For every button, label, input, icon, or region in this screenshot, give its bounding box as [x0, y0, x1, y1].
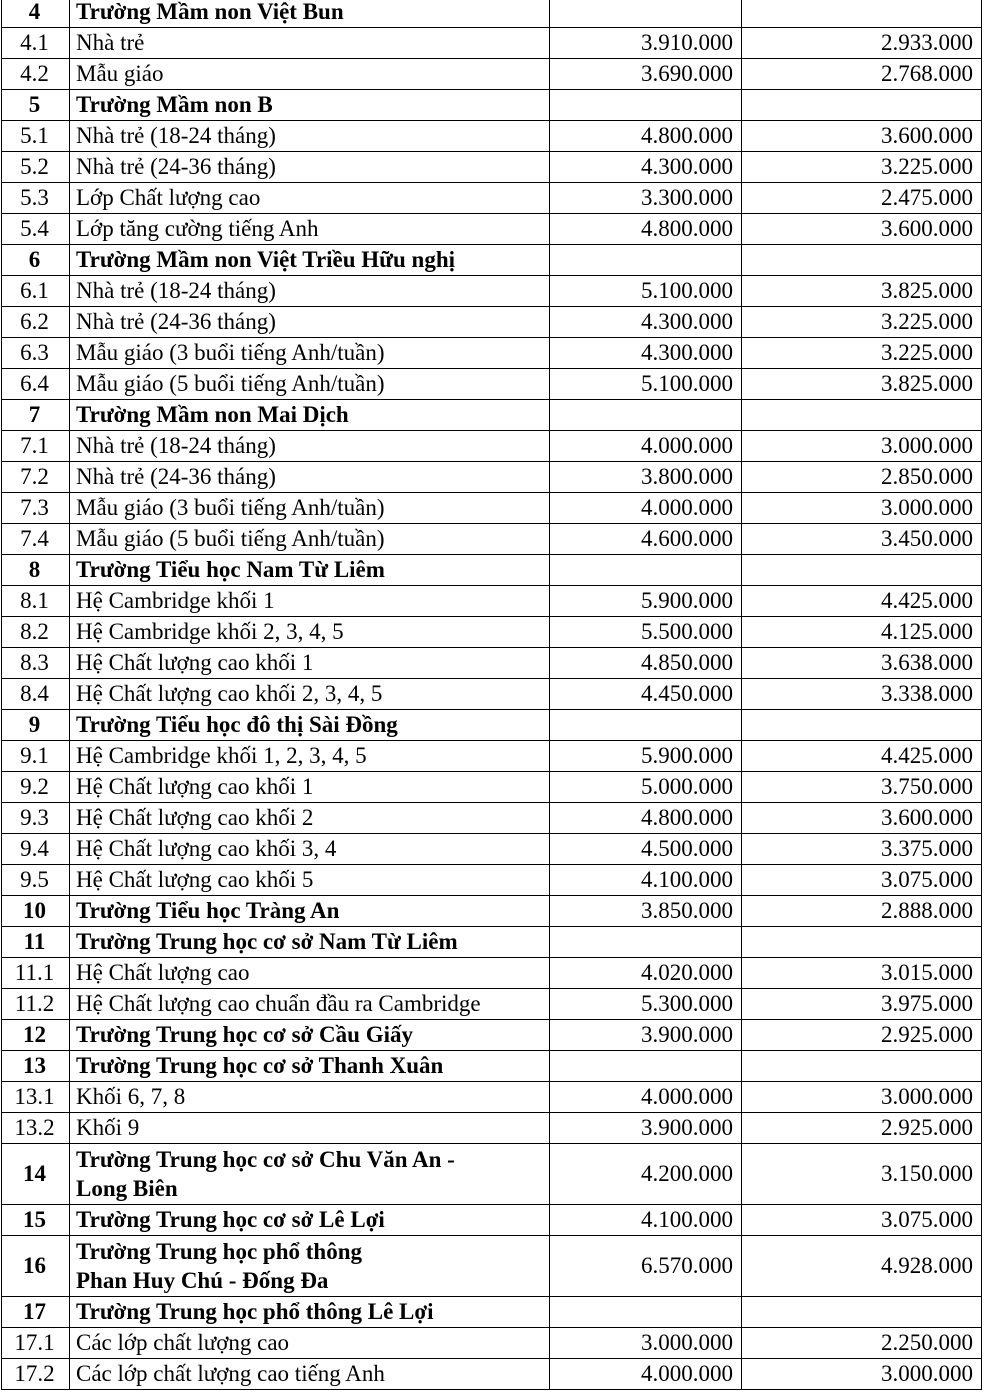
row-value-2: 3.225.000 — [742, 307, 982, 338]
row-name: Trường Tiểu học Tràng An — [70, 896, 550, 927]
row-name: Trường Trung học phổ thông Lê Lợi — [70, 1297, 550, 1328]
row-name: Hệ Chất lượng cao khối 2 — [70, 803, 550, 834]
table-row — [2, 152, 982, 183]
row-value-1: 4.100.000 — [550, 865, 742, 896]
row-name: Hệ Chất lượng cao khối 1 — [70, 772, 550, 803]
row-value-1: 3.800.000 — [550, 462, 742, 493]
table-row — [2, 617, 982, 648]
row-value-1: 4.800.000 — [550, 214, 742, 245]
row-name: Hệ Cambridge khối 2, 3, 4, 5 — [70, 617, 550, 648]
row-number: 11.2 — [2, 989, 70, 1020]
table-row — [2, 710, 982, 741]
row-value-2: 4.425.000 — [742, 586, 982, 617]
row-number: 6.4 — [2, 369, 70, 400]
row-name: Trường Trung học phổ thông Phan Huy Chú - Đống Đa — [70, 1236, 550, 1297]
table-row — [2, 431, 982, 462]
table-row — [2, 0, 982, 28]
table-row — [2, 803, 982, 834]
row-value-1 — [550, 0, 742, 28]
row-name: Hệ Chất lượng cao chuẩn đầu ra Cambridge — [70, 989, 550, 1020]
row-value-2: 3.750.000 — [742, 772, 982, 803]
row-value-1 — [550, 400, 742, 431]
row-value-1: 3.900.000 — [550, 1020, 742, 1051]
table-row — [2, 679, 982, 710]
row-name: Khối 6, 7, 8 — [70, 1082, 550, 1113]
table-row — [2, 121, 982, 152]
row-value-1: 4.500.000 — [550, 834, 742, 865]
row-value-1: 4.100.000 — [550, 1205, 742, 1236]
row-name: Trường Trung học cơ sở Nam Từ Liêm — [70, 927, 550, 958]
table-row — [2, 927, 982, 958]
row-value-2: 2.475.000 — [742, 183, 982, 214]
row-number: 5.4 — [2, 214, 70, 245]
row-value-1: 4.600.000 — [550, 524, 742, 555]
row-name: Nhà trẻ (24-36 tháng) — [70, 152, 550, 183]
row-number: 9.2 — [2, 772, 70, 803]
row-number: 17 — [2, 1297, 70, 1328]
table-row — [2, 772, 982, 803]
row-number: 9.4 — [2, 834, 70, 865]
row-name: Trường Trung học cơ sở Chu Văn An - Long Biên — [70, 1144, 550, 1205]
table-row — [2, 648, 982, 679]
table-row — [2, 214, 982, 245]
row-value-2: 3.975.000 — [742, 989, 982, 1020]
row-value-1 — [550, 1297, 742, 1328]
row-value-2: 4.425.000 — [742, 741, 982, 772]
row-number: 13.2 — [2, 1113, 70, 1144]
row-value-2: 3.225.000 — [742, 338, 982, 369]
row-value-2 — [742, 710, 982, 741]
row-value-2 — [742, 90, 982, 121]
row-number: 8 — [2, 555, 70, 586]
table-row — [2, 1297, 982, 1328]
row-name-line-2: Phan Huy Chú - Đống Đa — [76, 1268, 329, 1293]
row-value-1: 3.000.000 — [550, 1328, 742, 1359]
row-name: Trường Mầm non B — [70, 90, 550, 121]
row-name: Hệ Chất lượng cao khối 3, 4 — [70, 834, 550, 865]
row-number: 15 — [2, 1205, 70, 1236]
row-value-1: 5.900.000 — [550, 741, 742, 772]
table-row — [2, 834, 982, 865]
row-value-1: 4.800.000 — [550, 121, 742, 152]
row-number: 8.4 — [2, 679, 70, 710]
row-number: 13 — [2, 1051, 70, 1082]
table-row — [2, 276, 982, 307]
row-name: Trường Trung học cơ sở Cầu Giấy — [70, 1020, 550, 1051]
table-row — [2, 865, 982, 896]
row-value-1 — [550, 90, 742, 121]
table-row — [2, 1082, 982, 1113]
table-row — [2, 1051, 982, 1082]
row-value-1: 3.900.000 — [550, 1113, 742, 1144]
row-value-2: 3.825.000 — [742, 369, 982, 400]
row-value-2 — [742, 555, 982, 586]
row-name: Mẫu giáo (5 buổi tiếng Anh/tuần) — [70, 369, 550, 400]
row-name: Lớp Chất lượng cao — [70, 183, 550, 214]
row-number: 5.1 — [2, 121, 70, 152]
row-number: 6.3 — [2, 338, 70, 369]
row-value-2: 2.768.000 — [742, 59, 982, 90]
row-number: 9.3 — [2, 803, 70, 834]
fee-table-body — [2, 0, 982, 1390]
row-value-1 — [550, 710, 742, 741]
row-number: 13.1 — [2, 1082, 70, 1113]
row-value-2: 3.000.000 — [742, 431, 982, 462]
table-row — [2, 1144, 982, 1205]
row-value-2: 2.933.000 — [742, 28, 982, 59]
row-number: 5.3 — [2, 183, 70, 214]
row-value-2: 3.825.000 — [742, 276, 982, 307]
row-value-1: 3.850.000 — [550, 896, 742, 927]
row-name: Trường Tiểu học đô thị Sài Đồng — [70, 710, 550, 741]
row-name: Nhà trẻ (24-36 tháng) — [70, 462, 550, 493]
row-value-1: 5.100.000 — [550, 369, 742, 400]
row-value-2: 3.075.000 — [742, 1205, 982, 1236]
row-value-2: 4.928.000 — [742, 1236, 982, 1297]
row-number: 4.2 — [2, 59, 70, 90]
row-value-1 — [550, 555, 742, 586]
row-name: Trường Trung học cơ sở Lê Lợi — [70, 1205, 550, 1236]
table-row — [2, 307, 982, 338]
row-name: Trường Trung học cơ sở Thanh Xuân — [70, 1051, 550, 1082]
row-number: 14 — [2, 1144, 70, 1205]
row-number: 11 — [2, 927, 70, 958]
fee-table — [1, 0, 982, 1390]
row-number: 9 — [2, 710, 70, 741]
table-row — [2, 28, 982, 59]
row-value-2: 3.638.000 — [742, 648, 982, 679]
row-value-1: 4.300.000 — [550, 307, 742, 338]
table-row — [2, 989, 982, 1020]
row-number: 7.3 — [2, 493, 70, 524]
row-value-2 — [742, 245, 982, 276]
row-value-2 — [742, 400, 982, 431]
table-row — [2, 1236, 982, 1297]
row-value-2: 4.125.000 — [742, 617, 982, 648]
row-value-2: 3.150.000 — [742, 1144, 982, 1205]
row-value-1 — [550, 245, 742, 276]
row-value-2 — [742, 1051, 982, 1082]
row-number: 11.1 — [2, 958, 70, 989]
row-name: Trường Mầm non Việt Bun — [70, 0, 550, 28]
row-name: Các lớp chất lượng cao tiếng Anh — [70, 1359, 550, 1390]
row-number: 6.2 — [2, 307, 70, 338]
row-value-2: 3.225.000 — [742, 152, 982, 183]
row-name: Hệ Chất lượng cao khối 5 — [70, 865, 550, 896]
row-name: Trường Mầm non Việt Triều Hữu nghị — [70, 245, 550, 276]
row-number: 8.1 — [2, 586, 70, 617]
row-value-1: 4.000.000 — [550, 431, 742, 462]
row-number: 5 — [2, 90, 70, 121]
row-value-1: 3.910.000 — [550, 28, 742, 59]
row-name: Mẫu giáo (3 buổi tiếng Anh/tuần) — [70, 493, 550, 524]
row-value-1: 5.300.000 — [550, 989, 742, 1020]
table-row — [2, 183, 982, 214]
row-name: Nhà trẻ (18-24 tháng) — [70, 121, 550, 152]
row-name: Hệ Cambridge khối 1, 2, 3, 4, 5 — [70, 741, 550, 772]
row-name: Trường Mầm non Mai Dịch — [70, 400, 550, 431]
row-number: 8.3 — [2, 648, 70, 679]
row-value-1: 4.200.000 — [550, 1144, 742, 1205]
table-row — [2, 958, 982, 989]
row-value-1: 6.570.000 — [550, 1236, 742, 1297]
row-value-1: 4.800.000 — [550, 803, 742, 834]
row-value-2: 3.338.000 — [742, 679, 982, 710]
row-name: Hệ Chất lượng cao khối 1 — [70, 648, 550, 679]
row-number: 12 — [2, 1020, 70, 1051]
table-row — [2, 338, 982, 369]
table-row — [2, 524, 982, 555]
table-row — [2, 1020, 982, 1051]
table-row — [2, 90, 982, 121]
row-value-1: 5.500.000 — [550, 617, 742, 648]
table-row — [2, 462, 982, 493]
row-value-1: 4.000.000 — [550, 1082, 742, 1113]
row-number: 4.1 — [2, 28, 70, 59]
row-name: Nhà trẻ (24-36 tháng) — [70, 307, 550, 338]
row-number: 7.1 — [2, 431, 70, 462]
row-value-1: 4.000.000 — [550, 1359, 742, 1390]
row-value-2: 3.000.000 — [742, 493, 982, 524]
table-row — [2, 741, 982, 772]
row-value-2 — [742, 0, 982, 28]
row-name: Nhà trẻ (18-24 tháng) — [70, 276, 550, 307]
row-value-2 — [742, 1297, 982, 1328]
row-value-2: 2.925.000 — [742, 1113, 982, 1144]
table-row — [2, 369, 982, 400]
row-number: 5.2 — [2, 152, 70, 183]
table-row — [2, 586, 982, 617]
table-row — [2, 1328, 982, 1359]
row-value-2: 3.375.000 — [742, 834, 982, 865]
row-number: 4 — [2, 0, 70, 28]
row-value-1 — [550, 927, 742, 958]
row-name: Mẫu giáo (5 buổi tiếng Anh/tuần) — [70, 524, 550, 555]
row-number: 17.1 — [2, 1328, 70, 1359]
table-row — [2, 1205, 982, 1236]
row-number: 7.2 — [2, 462, 70, 493]
row-number: 16 — [2, 1236, 70, 1297]
row-value-1 — [550, 1051, 742, 1082]
row-name: Lớp tăng cường tiếng Anh — [70, 214, 550, 245]
row-value-2: 3.450.000 — [742, 524, 982, 555]
row-name: Hệ Chất lượng cao khối 2, 3, 4, 5 — [70, 679, 550, 710]
row-value-1: 5.000.000 — [550, 772, 742, 803]
row-name-line-2: Long Biên — [76, 1176, 178, 1201]
row-number: 9.1 — [2, 741, 70, 772]
table-row — [2, 1359, 982, 1390]
row-name: Hệ Cambridge khối 1 — [70, 586, 550, 617]
table-row — [2, 245, 982, 276]
row-value-1: 4.850.000 — [550, 648, 742, 679]
row-number: 6.1 — [2, 276, 70, 307]
row-value-1: 4.000.000 — [550, 493, 742, 524]
table-row — [2, 59, 982, 90]
row-value-2: 3.015.000 — [742, 958, 982, 989]
row-value-2: 2.925.000 — [742, 1020, 982, 1051]
row-value-2: 2.888.000 — [742, 896, 982, 927]
row-name: Nhà trẻ (18-24 tháng) — [70, 431, 550, 462]
row-value-1: 3.690.000 — [550, 59, 742, 90]
row-value-1: 4.300.000 — [550, 338, 742, 369]
row-value-2: 3.600.000 — [742, 214, 982, 245]
row-name: Mẫu giáo (3 buổi tiếng Anh/tuần) — [70, 338, 550, 369]
row-number: 8.2 — [2, 617, 70, 648]
row-value-2: 3.000.000 — [742, 1359, 982, 1390]
row-name: Trường Tiểu học Nam Từ Liêm — [70, 555, 550, 586]
row-name: Mẫu giáo — [70, 59, 550, 90]
row-value-2: 2.250.000 — [742, 1328, 982, 1359]
row-value-2: 3.075.000 — [742, 865, 982, 896]
row-number: 10 — [2, 896, 70, 927]
row-name: Nhà trẻ — [70, 28, 550, 59]
row-value-1: 3.300.000 — [550, 183, 742, 214]
row-name: Khối 9 — [70, 1113, 550, 1144]
row-value-2 — [742, 927, 982, 958]
row-value-1: 5.900.000 — [550, 586, 742, 617]
table-row — [2, 1113, 982, 1144]
row-value-1: 4.020.000 — [550, 958, 742, 989]
row-value-1: 5.100.000 — [550, 276, 742, 307]
row-value-1: 4.450.000 — [550, 679, 742, 710]
row-number: 17.2 — [2, 1359, 70, 1390]
row-number: 6 — [2, 245, 70, 276]
table-row — [2, 555, 982, 586]
row-number: 9.5 — [2, 865, 70, 896]
row-name: Hệ Chất lượng cao — [70, 958, 550, 989]
row-name: Các lớp chất lượng cao — [70, 1328, 550, 1359]
row-value-1: 4.300.000 — [550, 152, 742, 183]
row-number: 7.4 — [2, 524, 70, 555]
row-number: 7 — [2, 400, 70, 431]
row-value-2: 3.000.000 — [742, 1082, 982, 1113]
table-row — [2, 400, 982, 431]
row-value-2: 3.600.000 — [742, 803, 982, 834]
table-row — [2, 896, 982, 927]
table-row — [2, 493, 982, 524]
row-value-2: 2.850.000 — [742, 462, 982, 493]
row-value-2: 3.600.000 — [742, 121, 982, 152]
